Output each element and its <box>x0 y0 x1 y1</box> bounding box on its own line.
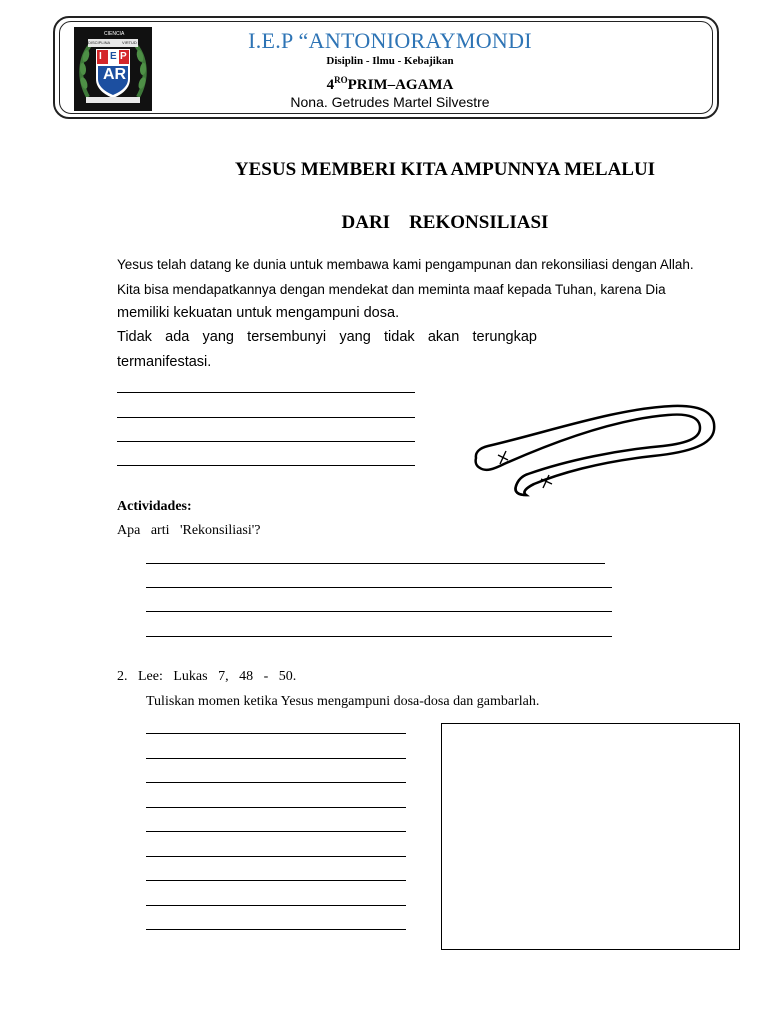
worksheet-title-line1: YESUS MEMBERI KITA AMPUNNYA MELALUI <box>234 159 656 180</box>
intro-line-5: termanifestasi. <box>117 354 212 370</box>
intro-line-1: Yesus telah datang ke dunia untuk membawa kami pengampunan dan rekonsiliasi dengan Allah. <box>117 257 694 272</box>
question-1: Apa arti 'Rekonsiliasi'? <box>117 523 261 538</box>
priest-stole-icon <box>468 400 720 500</box>
logo-letter-p: P <box>120 51 127 62</box>
answer-line[interactable] <box>146 563 605 564</box>
logo-right-text: VIRTUD <box>122 40 137 45</box>
school-name: I.E.P “ANTONIORAYMONDI <box>248 28 532 53</box>
answer-line[interactable] <box>146 636 612 637</box>
intro-line-3: memiliki kekuatan untuk mengampuni dosa. <box>117 305 400 321</box>
answer-line[interactable] <box>146 831 406 832</box>
question-2-reference: 2. Lee: Lukas 7, 48 - 50. <box>117 669 297 684</box>
grade-number: 4 <box>326 77 335 93</box>
logo-top-text: CIENCIA <box>104 31 125 37</box>
answer-line[interactable] <box>117 441 415 442</box>
question-2-instruction: Tuliskan momen ketika Yesus mengampuni dosa-dosa dan gambarlah. <box>146 694 540 709</box>
answer-line[interactable] <box>146 758 406 759</box>
intro-line-2: Kita bisa mendapatkannya dengan mendekat dan meminta maaf kepada Tuhan, karena Dia <box>117 282 666 297</box>
drawing-box[interactable] <box>441 723 740 950</box>
teacher-name: Nona. Getrudes Martel Silvestre <box>290 94 490 110</box>
grade-label <box>160 75 620 94</box>
logo-left-text: DISCIPLINA <box>88 40 111 45</box>
answer-line[interactable] <box>117 392 415 393</box>
worksheet-title-line2: DARI REKONSILIASI <box>341 212 549 233</box>
answer-line[interactable] <box>146 782 406 783</box>
answer-line[interactable] <box>146 733 406 734</box>
answer-line[interactable] <box>146 807 406 808</box>
answer-line[interactable] <box>146 929 406 930</box>
answer-line[interactable] <box>117 417 415 418</box>
logo-letter-e: E <box>110 51 117 62</box>
school-logo <box>74 27 152 111</box>
answer-line[interactable] <box>146 905 406 906</box>
logo-letters-ar: AR <box>103 66 127 83</box>
school-motto: Disiplin - Ilmu - Kebajikan <box>326 55 454 67</box>
grade-superscript: RO <box>334 75 348 85</box>
answer-line[interactable] <box>146 880 406 881</box>
activities-heading: Actividades: <box>117 499 192 514</box>
answer-line[interactable] <box>146 611 612 612</box>
answer-line[interactable] <box>146 587 612 588</box>
grade-subject: PRIM–AGAMA <box>347 77 454 93</box>
answer-line[interactable] <box>117 465 415 466</box>
logo-letter-i: I <box>99 51 102 62</box>
intro-line-4: Tidak ada yang tersembunyi yang tidak akan terungkap <box>117 329 537 345</box>
answer-line[interactable] <box>146 856 406 857</box>
